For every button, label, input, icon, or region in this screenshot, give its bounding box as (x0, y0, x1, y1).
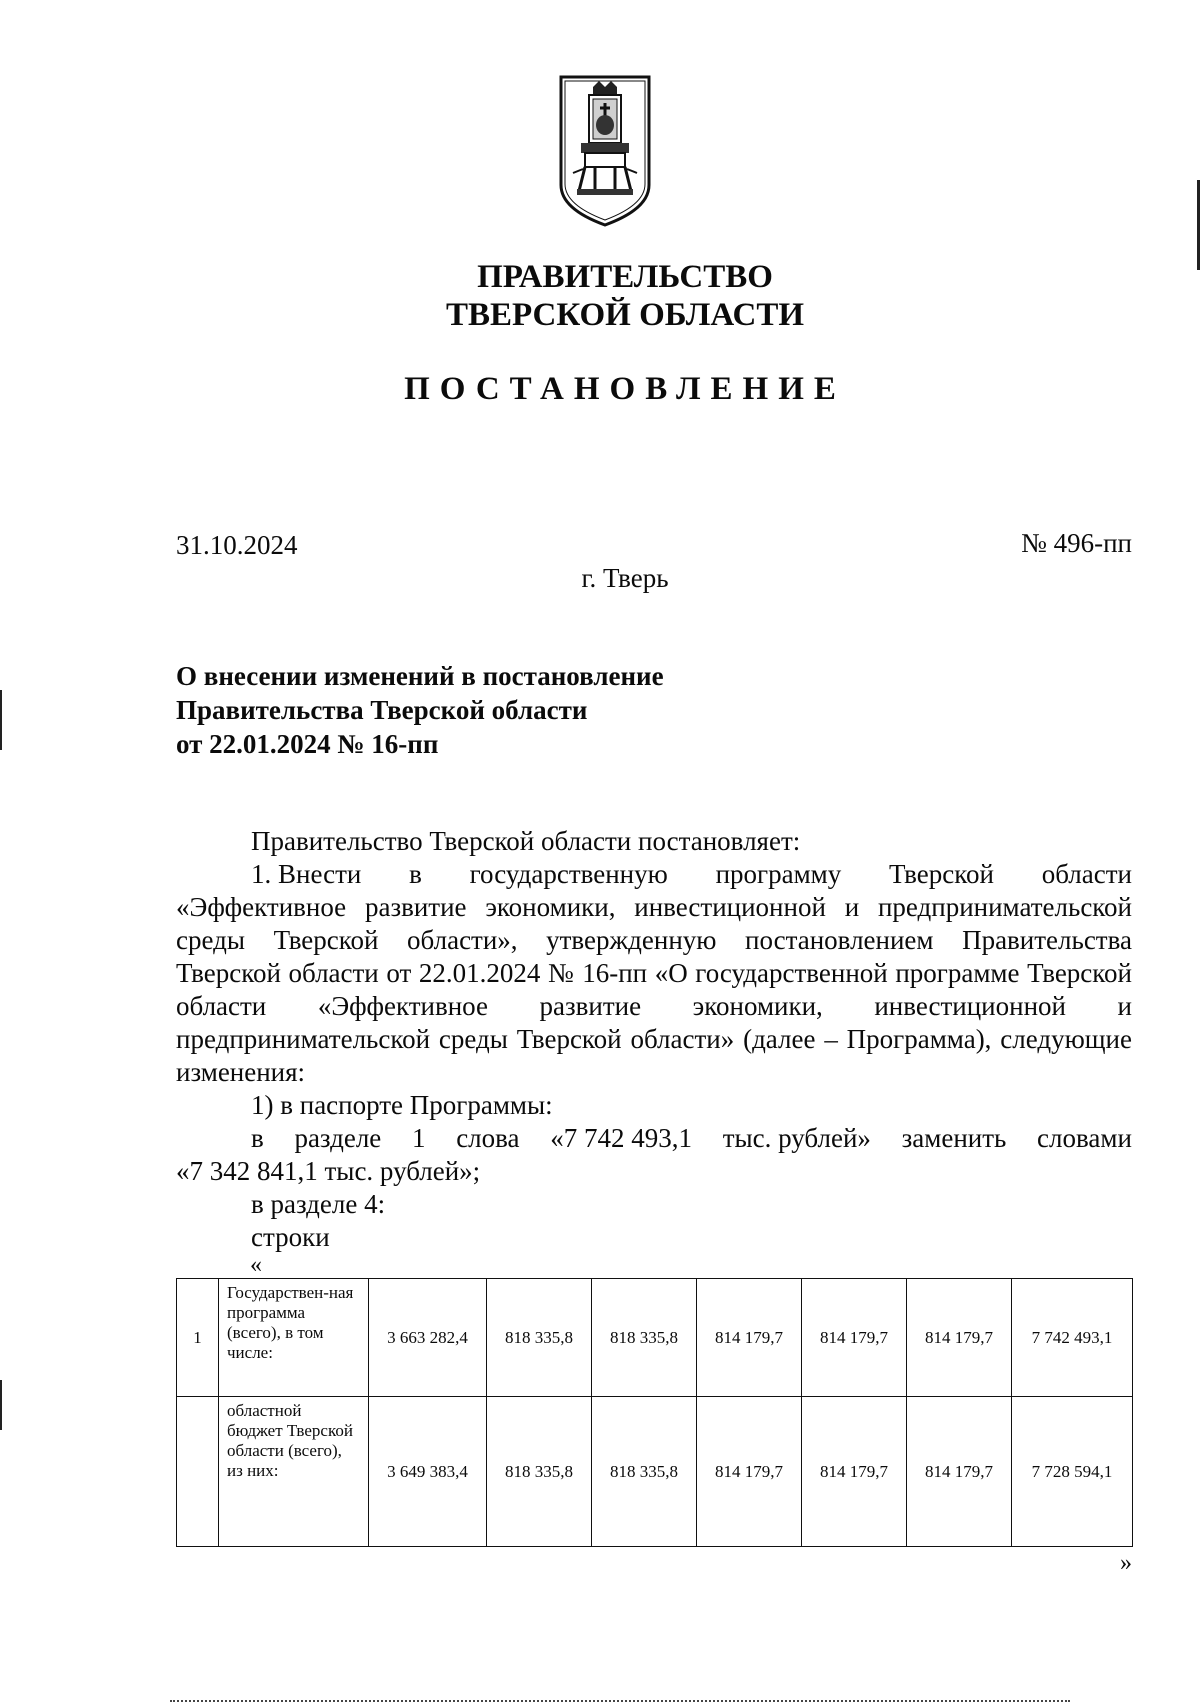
document-city: г. Тверь (581, 563, 669, 593)
section1-word: разделе (294, 1123, 382, 1153)
intro-paragraph: Правительство Тверской области постановляет: (251, 826, 801, 856)
row-value: 3 663 282,4 (369, 1279, 487, 1397)
row-value: 814 179,7 (697, 1279, 802, 1397)
section1-word: тыс. рублей» (722, 1123, 871, 1153)
item1-word: 1. Внести (251, 859, 362, 889)
government-title (0, 258, 1200, 334)
row-value: 7 728 594,1 (1012, 1397, 1133, 1547)
item1-word: в (409, 859, 422, 889)
section1-word: слова (456, 1123, 520, 1153)
row-value: 814 179,7 (802, 1397, 907, 1547)
row-value: 818 335,8 (487, 1279, 592, 1397)
row-value: 3 649 383,4 (369, 1397, 487, 1547)
sub-item-1: 1) в паспорте Программы: (251, 1090, 553, 1120)
document-type: ПОСТАНОВЛЕНИЕ (404, 371, 846, 407)
document-body (176, 825, 1132, 1254)
section1-replacement: «7 342 841,1 тыс. рублей»; (176, 1156, 481, 1186)
table-row (177, 1397, 1133, 1547)
row-value: 814 179,7 (907, 1397, 1012, 1547)
subject-line3: от 22.01.2024 № 16-пп (176, 729, 439, 759)
item1-first-line (176, 858, 1132, 891)
budget-table (176, 1278, 1133, 1547)
row-value: 818 335,8 (592, 1397, 697, 1547)
section4-label: в разделе 4: (251, 1189, 386, 1219)
row-value: 818 335,8 (592, 1279, 697, 1397)
table-row (177, 1279, 1133, 1397)
row-value: 814 179,7 (907, 1279, 1012, 1397)
document-date: 31.10.2024 (176, 530, 298, 560)
scan-edge-mark (0, 1380, 2, 1430)
row-value: 818 335,8 (487, 1397, 592, 1547)
section1-word: 1 (412, 1123, 426, 1153)
section1-first-line (176, 1122, 1132, 1155)
scan-edge-mark (0, 690, 2, 750)
scan-bottom-mark (170, 1700, 1070, 1702)
document-subject (176, 659, 664, 761)
item1-word: Тверской (889, 859, 994, 889)
section1-word: «7 742 493,1 (550, 1123, 692, 1153)
section1-word: словами (1037, 1123, 1132, 1153)
subject-line2: Правительства Тверской области (176, 695, 588, 725)
item1-word: области (1041, 859, 1132, 889)
subject-line1: О внесении изменений в постановление (176, 661, 664, 691)
document-number: № 496-пп (1021, 528, 1132, 558)
item1-paragraph: «Эффективное развитие экономики, инвестиционной и предпринимательской среды Тверской области», утвержденную постановлением Правительства Тверской области от 22.01.2024 № 16-пп «О государственной программе Тверской области «Эффективное развитие экономики, инвестиционной и предпринимательской среды Тверской области» (далее – Программа), следующие изменения: (176, 892, 1132, 1087)
row-value: 7 742 493,1 (1012, 1279, 1133, 1397)
government-title-line2: ТВЕРСКОЙ ОБЛАСТИ (445, 297, 805, 333)
row-value: 814 179,7 (697, 1397, 802, 1547)
row-name: областной бюджет Тверской области (всего), из них: (219, 1397, 369, 1547)
item1-word: государственную (469, 859, 668, 889)
item1-word: программу (715, 859, 842, 889)
government-title-line1: ПРАВИТЕЛЬСТВО (477, 259, 773, 295)
row-name: Государствен-ная программа (всего), в том числе: (219, 1279, 369, 1397)
section1-word: в (251, 1123, 264, 1153)
coat-of-arms-tver-icon (555, 73, 655, 229)
rows-label: строки (251, 1222, 330, 1252)
quote-close: » (1120, 1550, 1132, 1576)
row-number: 1 (177, 1279, 219, 1397)
row-value: 814 179,7 (802, 1279, 907, 1397)
section1-word: заменить (901, 1123, 1007, 1153)
quote-open: « (250, 1252, 262, 1278)
row-number (177, 1397, 219, 1547)
